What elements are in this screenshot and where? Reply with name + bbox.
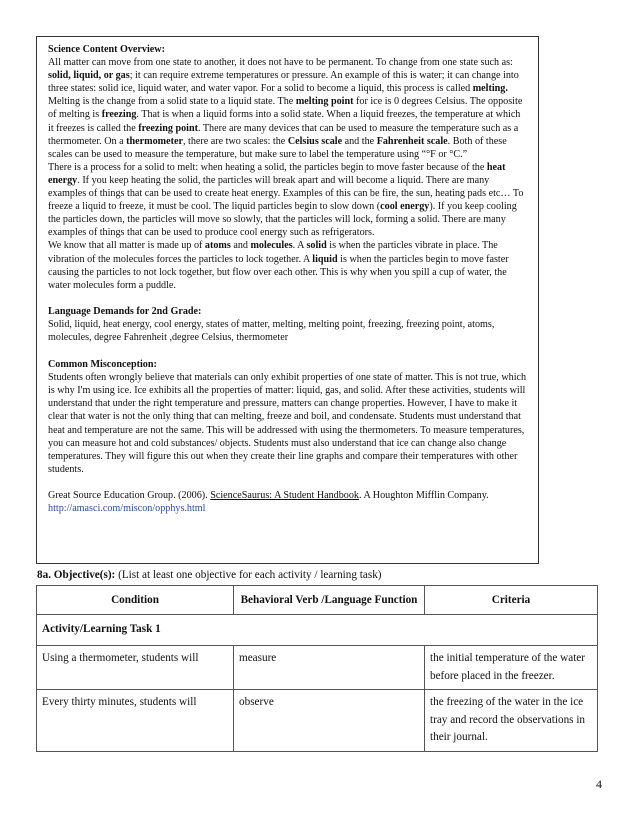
reference-link[interactable]: http://amasci.com/miscon/opphys.html (48, 503, 206, 514)
overview-paragraph-particles: We know that all matter is made up of atoms and molecules. A solid is when the particles vibrate in place. The vibration of the molecules forces the particles to lock together. A liquid is when the particles begin to move faster causing the particles to not lock together, but flow over each other. This is why when you spill a cup of water, the water molecules form a puddle. (48, 240, 509, 291)
science-content-box (36, 36, 539, 564)
reference-citation: Great Source Education Group. (2006). ScienceSaurus: A Student Handbook. A Houghton Mifflin Company. (48, 489, 489, 501)
overview-title: Science Content Overview: (48, 44, 165, 55)
misconception-title: Common Misconception: (48, 359, 157, 371)
objectives-table (36, 585, 598, 752)
criteria-cell: the initial temperature of the water before placed in the freezer. (425, 646, 598, 690)
language-demands-title: Language Demands for 2nd Grade: (48, 305, 202, 317)
table-row (37, 690, 598, 752)
criteria-cell: the freezing of the water in the ice tray and record the observations in their journal. (425, 690, 598, 752)
objective-heading: 8a. Objective(s): (List at least one objective for each activity / learning task) (37, 569, 382, 581)
overview-paragraph-states: All matter can move from one state to another, it does not have to be permanent. To change from one state such as: solid, liquid, or gas; it can require extreme temperatures or pressure. An example of this is water; it can change into three states: solid ice, liquid water, and water vapor. For a solid to become a liquid, this process is called melting. Melting is the change from a solid state to a liquid state. The melting point for ice is 0 degrees Celsius. The opposite of melting is freezing. That is when a liquid forms into a solid state. When a liquid freezes, the temperature at which it freezes is called the freezing point. There are many devices that can be used to measure the temperature such as a thermometer. On a thermometer, there are two scales: the Celsius scale and the Fahrenheit scale. Both of these scales can be used to measure the temperature, but make sure to label the temperature using “°F or °C.” (48, 57, 523, 160)
page-number: 4 (596, 777, 602, 791)
verb-cell: measure (234, 646, 425, 690)
misconception-text: Students often wrongly believe that materials can only exhibit properties of one state of matter. This is not true, which is why I'm using ice. Ice exhibits all the properties of matter: liquid, gas, and solid. After these activities, students will understand that under the right temperature and pressure, matters can change properties. However, I have to make it clear that water is not the only thing that can melting, freeze and boil, and condensate. Students must understand that heat and temperature are not the same. This will be addressed with using the thermometers. To measure temperatures, you can measure hot and cold substances/ objects. Students must also understand that ice can change also change temperatures. They will figure this out when they create their line graphs and compare their temperatures with other students. (48, 372, 527, 475)
table-row (37, 646, 598, 690)
condition-cell: Using a thermometer, students will (37, 646, 234, 690)
header-criteria: Criteria (425, 586, 598, 615)
activity-row (37, 614, 598, 646)
header-condition: Condition (37, 586, 234, 615)
condition-cell: Every thirty minutes, students will (37, 690, 234, 752)
table-header-row (37, 586, 598, 615)
header-behavioral-verb: Behavioral Verb /Language Function (234, 586, 425, 615)
activity-label: Activity/Learning Task 1 (37, 614, 598, 646)
verb-cell: observe (234, 690, 425, 752)
overview-paragraph-energy: There is a process for a solid to melt: when heating a solid, the particles begin to move faster because of the heat energy. If you keep heating the solid, the particles will break apart and will become a liquid. There are many examples of things that can be used to create heat energy. Examples of this can be fire, the sun, heating pads etc… To freeze a liquid to freeze, it must be cool. The liquid particles begin to slow down (cool energy). If you keep cooling the particles down, the particles will move so slowly, that the particles will lock, forming a solid. There are many examples of things that can be used to produce cool energy such as refrigerators. (48, 161, 524, 239)
language-demands-text: Solid, liquid, heat energy, cool energy, states of matter, melting, melting point, freezing, freezing point, atoms, molecules, degree Fahrenheit ,degree Celsius, thermometer (48, 318, 495, 343)
